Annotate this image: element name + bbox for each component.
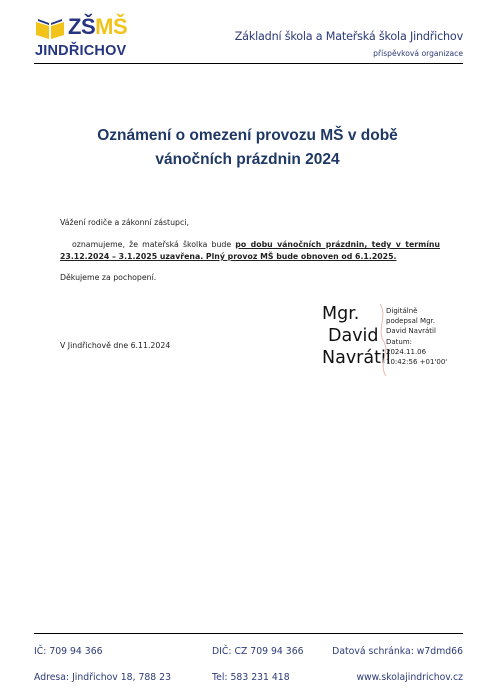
paragraph-text: oznamujeme, že mateřská školka bude bbox=[72, 240, 236, 249]
digital-signature bbox=[322, 302, 472, 378]
title-line-2: vánočních prázdnin 2024 bbox=[155, 151, 340, 168]
signature-detail-line: podepsal Mgr. bbox=[386, 317, 435, 326]
signature-detail-line: 10:42:56 +01'00' bbox=[386, 358, 448, 367]
closure-dates: po dobu vánočních prázdnin, tedy v termínu 23.12.2024 – 3.1.2025 uzavřena. Plný provoz MŠ bude obnoven od 6.1.2025. bbox=[60, 240, 440, 261]
school-type: příspěvková organizace bbox=[373, 49, 463, 58]
logo-zs: ZŠ bbox=[68, 14, 96, 39]
signature-detail-line: David Navrátil bbox=[386, 327, 436, 336]
footer-dic: DIČ: CZ 709 94 366 bbox=[212, 646, 304, 657]
signer-name-line-1: Mgr. bbox=[322, 304, 360, 324]
letterhead bbox=[0, 0, 495, 80]
footer-ico: IČ: 709 94 366 bbox=[34, 646, 103, 657]
school-name: Základní škola a Mateřská škola Jindřichov bbox=[234, 30, 463, 43]
announcement-paragraph bbox=[60, 239, 440, 263]
footer-address: Adresa: Jindřichov 18, 788 23 bbox=[34, 672, 172, 683]
footer-phone: Tel: 583 231 418 bbox=[212, 672, 290, 683]
salutation: Vážení rodiče a zákonní zástupci, bbox=[60, 218, 189, 227]
header-divider bbox=[34, 63, 463, 64]
title-line-1: Oznámení o omezení provozu MŠ v době bbox=[97, 127, 398, 144]
signature-detail-line: Digitálně bbox=[386, 307, 418, 315]
thanks-line: Děkujeme za pochopení. bbox=[60, 273, 157, 282]
place-and-date: V Jindřichově dne 6.11.2024 bbox=[60, 341, 171, 350]
book-icon bbox=[34, 18, 66, 40]
school-logo bbox=[34, 14, 128, 62]
logo-ms: MŠ bbox=[95, 14, 128, 39]
signer-name-line-3: Navrátil bbox=[322, 348, 391, 368]
signature-details bbox=[386, 306, 447, 367]
signature-detail-line: Datum: bbox=[386, 337, 413, 346]
logo-town: JINDŘICHOV bbox=[35, 43, 127, 59]
document-title bbox=[0, 124, 495, 172]
logo-wordmark bbox=[68, 14, 127, 40]
footer-website[interactable]: www.skolajindrichov.cz bbox=[356, 672, 463, 683]
footer-databox: Datová schránka: w7dmd66 bbox=[332, 646, 463, 657]
footer-divider bbox=[34, 633, 463, 634]
signature-detail-line: 2024.11.06 bbox=[386, 347, 427, 356]
signer-name-line-2: David bbox=[328, 326, 379, 346]
